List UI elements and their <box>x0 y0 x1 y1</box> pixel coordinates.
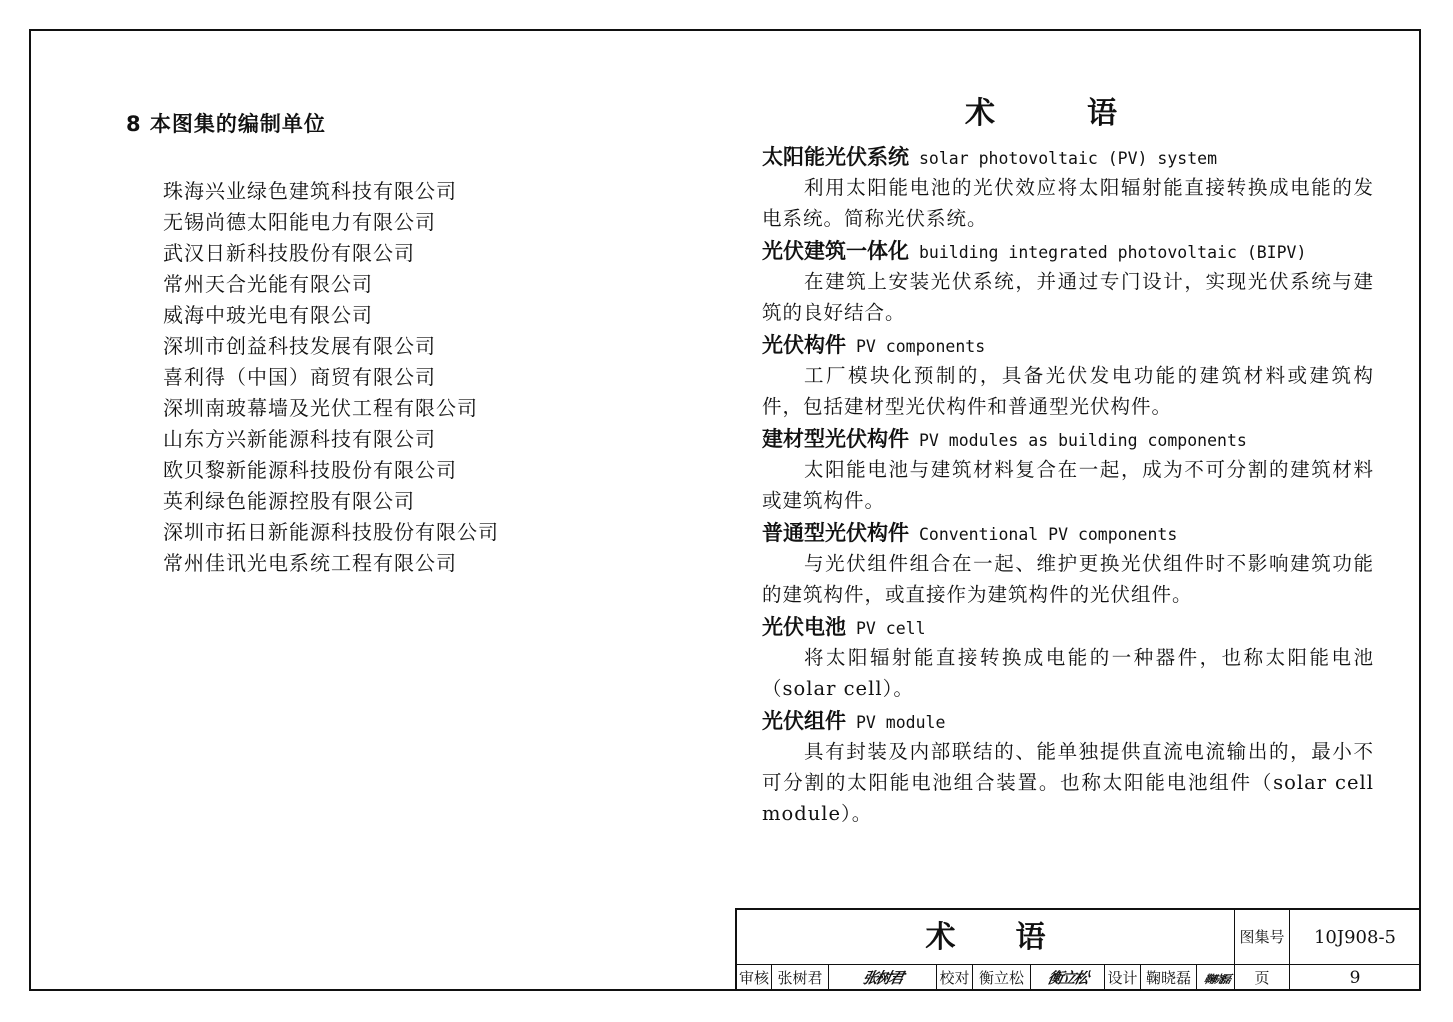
organization-item: 常州佳讯光电系统工程有限公司 <box>163 551 457 575</box>
term-definition: 与光伏组件组合在一起、维护更换光伏组件时不影响建筑功能的建筑构件，或直接作为建筑构件的光伏组件。 <box>762 552 1374 606</box>
term-chinese: 太阳能光伏系统 <box>762 145 909 169</box>
term-definition: 太阳能电池与建筑材料复合在一起，成为不可分割的建筑材料或建筑构件。 <box>762 458 1374 512</box>
term-entry <box>762 424 1374 516</box>
reviewer-name: 张树君 <box>772 965 829 991</box>
term-english: PV components <box>856 337 986 356</box>
title-block-title-right: 语 <box>1015 920 1046 955</box>
checker-name: 衡立松 <box>973 965 1031 991</box>
terms-title-right: 语 <box>1087 96 1117 131</box>
designer-signature <box>1197 965 1235 991</box>
organization-item: 深圳南玻幕墙及光伏工程有限公司 <box>163 396 478 420</box>
organization-item: 武汉日新科技股份有限公司 <box>163 241 415 265</box>
atlas-number-label: 图集号 <box>1235 910 1290 965</box>
reviewer-signature-text: 张树君 <box>861 969 904 987</box>
page-label: 页 <box>1235 965 1290 991</box>
designer-signature-text: 鞠晓磊 <box>1202 973 1229 986</box>
term-chinese: 建材型光伏构件 <box>762 427 909 451</box>
term-definition: 在建筑上安装光伏系统，并通过专门设计，实现光伏系统与建筑的良好结合。 <box>762 270 1374 324</box>
organization-list <box>163 176 499 579</box>
section-heading: 8 本图集的编制单位 <box>126 112 326 136</box>
term-chinese: 光伏建筑一体化 <box>762 239 909 263</box>
term-definition: 工厂模块化预制的，具备光伏发电功能的建筑材料或建筑构件，包括建材型光伏构件和普通型光伏构件。 <box>762 364 1374 418</box>
review-label: 审核 <box>737 965 772 991</box>
term-definition: 利用太阳能电池的光伏效应将太阳辐射能直接转换成电能的发电系统。简称光伏系统。 <box>762 176 1374 230</box>
term-english: Conventional PV components <box>919 525 1178 544</box>
title-block-title-left: 术 <box>925 920 956 955</box>
term-chinese: 普通型光伏构件 <box>762 521 909 545</box>
terms-title-left: 术 <box>965 96 995 131</box>
title-block-title <box>737 910 1235 965</box>
organization-item: 喜利得（中国）商贸有限公司 <box>163 365 436 389</box>
term-chinese: 光伏电池 <box>762 615 846 639</box>
term-entry <box>762 236 1374 328</box>
organization-item: 珠海兴业绿色建筑科技有限公司 <box>163 179 457 203</box>
check-label: 校对 <box>937 965 973 991</box>
term-english: PV modules as building components <box>919 431 1247 450</box>
term-entry <box>762 142 1374 234</box>
term-definition: 具有封装及内部联结的、能单独提供直流电流输出的，最小不可分割的太阳能电池组合装置。也称太阳能电池组件（solar cell module）。 <box>762 740 1374 825</box>
title-block <box>735 908 1421 991</box>
term-english: PV module <box>856 713 946 732</box>
term-chinese: 光伏组件 <box>762 709 846 733</box>
reviewer-signature <box>829 965 937 991</box>
terms-list <box>762 142 1374 831</box>
organization-item: 常州天合光能有限公司 <box>163 272 373 296</box>
organization-item: 深圳市创益科技发展有限公司 <box>163 334 436 358</box>
designer-name: 鞠晓磊 <box>1141 965 1197 991</box>
organization-item: 欧贝黎新能源科技股份有限公司 <box>163 458 457 482</box>
term-definition: 将太阳辐射能直接转换成电能的一种器件，也称太阳能电池（solar cell）。 <box>762 646 1374 700</box>
page-number: 9 <box>1290 965 1421 991</box>
organization-item: 山东方兴新能源科技有限公司 <box>163 427 436 451</box>
term-entry <box>762 706 1374 829</box>
checker-signature <box>1031 965 1105 991</box>
term-entry <box>762 612 1374 704</box>
design-label: 设计 <box>1105 965 1141 991</box>
term-entry <box>762 330 1374 422</box>
organization-item: 深圳市拓日新能源科技股份有限公司 <box>163 520 499 544</box>
organization-item: 英利绿色能源控股有限公司 <box>163 489 415 513</box>
atlas-number-value: 10J908-5 <box>1290 910 1421 965</box>
terms-title <box>965 88 1117 132</box>
organization-item: 无锡尚德太阳能电力有限公司 <box>163 210 436 234</box>
term-english: building integrated photovoltaic (BIPV) <box>919 243 1307 262</box>
term-english: solar photovoltaic (PV) system <box>919 149 1218 168</box>
checker-signature-text: 衡立松 <box>1046 969 1089 987</box>
organization-item: 威海中玻光电有限公司 <box>163 303 373 327</box>
term-english: PV cell <box>856 619 926 638</box>
term-chinese: 光伏构件 <box>762 333 846 357</box>
term-entry <box>762 518 1374 610</box>
